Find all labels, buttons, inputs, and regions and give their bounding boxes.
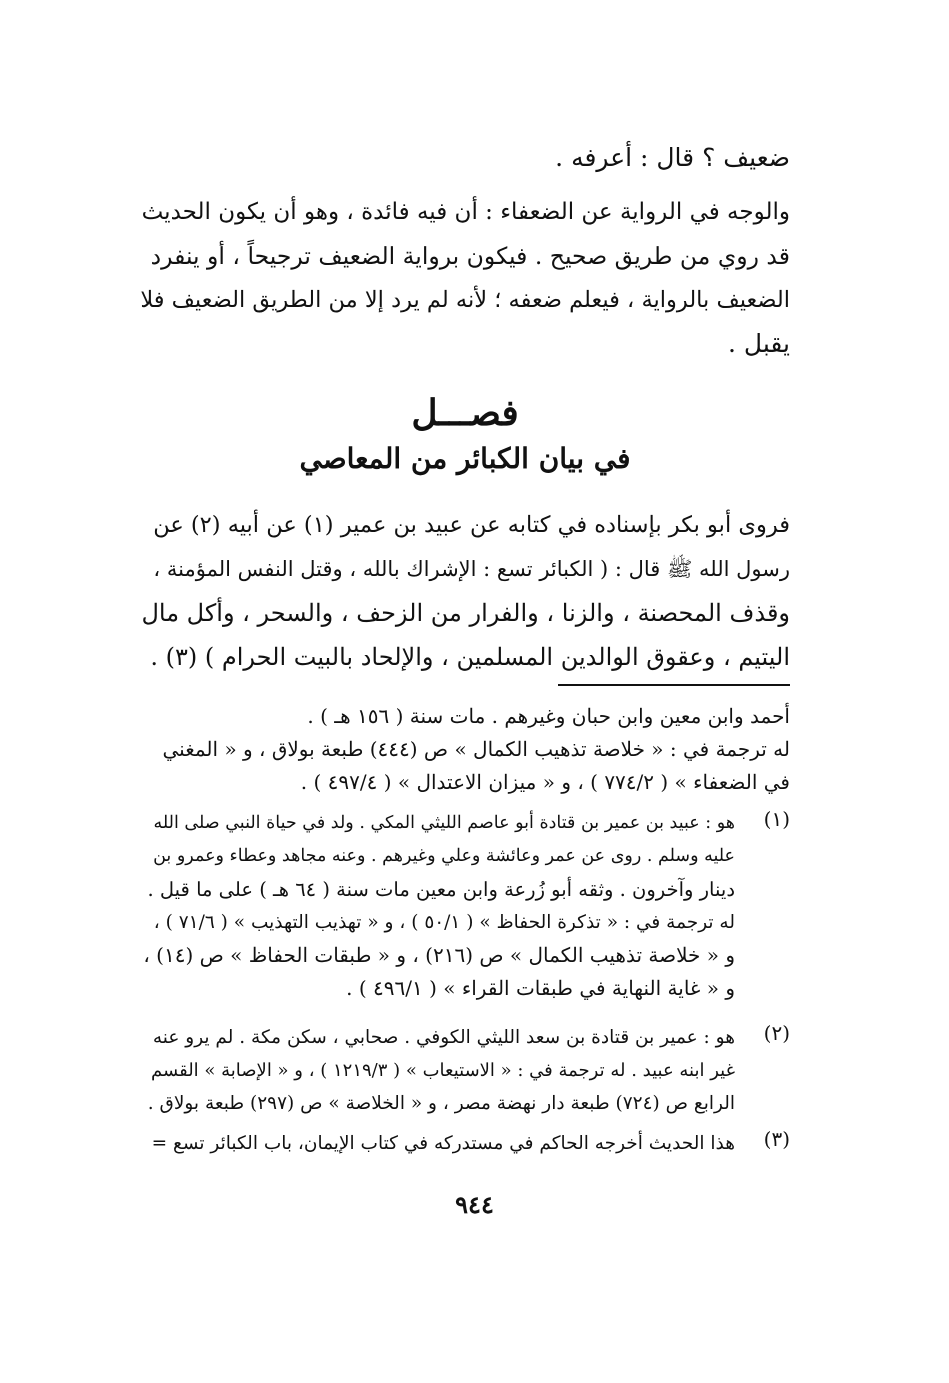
footnote-line: دينار وآخرون . وثقه أبو زُرعة وابن معين مات سنة ( ٦٤ هـ ) على ما قيل . xyxy=(147,878,735,901)
footnote-line: هو : عبيد بن عمير بن قتادة أبو عاصم الليثي المكي . ولد في حياة النبي صلى الله xyxy=(153,813,735,833)
section-subheading: في بيان الكبائر من المعاصي xyxy=(299,442,631,475)
footnote-line: عليه وسلم . روى عن عمر وعائشة وعلي وغيرهم . وعنه مجاهد وعطاء وعمرو بن xyxy=(153,846,735,866)
footnote-number: (٢) xyxy=(763,1021,790,1045)
footnote-line: له ترجمة في : « خلاصة تذهيب الكمال » ص (٤٤٤) طبعة بولاق ، و « المغني xyxy=(162,737,790,761)
text-line: قد روي من طريق صحيح . فيكون برواية الضعيف ترجيحاً ، أو ينفرد xyxy=(150,242,790,270)
text-line: وقذف المحصنة ، والزنا ، والفرار من الزحف ، والسحر ، وأكل مال xyxy=(141,599,790,627)
text-line: اليتيم ، وعقوق الوالدين المسلمين ، والإلحاد بالبيت الحرام ) (٣) . xyxy=(150,643,790,671)
footnote-body xyxy=(140,1127,735,1160)
footnote-line: غير ابنه عبيد . له ترجمة في : « الاستيعاب » ( ١٢١٩/٣ ) ، و « الإصابة » القسم xyxy=(151,1060,735,1081)
footnote-3 xyxy=(140,1127,790,1160)
page-number: ٩٤٤ xyxy=(455,1190,494,1219)
footnote-continuation xyxy=(140,700,790,799)
text-line: الضعيف بالرواية ، فيعلم ضعفه ؛ لأنه لم يرد إلا من الطريق الضعيف فلا xyxy=(140,287,790,313)
text-line: فروى أبو بكر بإسناده في كتابه عن عبيد بن عمير (١) عن أبيه (٢) عن xyxy=(153,512,790,538)
footnote-number: (١) xyxy=(763,807,790,831)
footnote-body xyxy=(140,807,735,1005)
text-line: رسول الله ﷺ قال : ( الكبائر تسع : الإشراك بالله ، وقتل النفس المؤمنة ، xyxy=(153,557,790,581)
text-line: يقبل . xyxy=(728,329,790,358)
footnote-2 xyxy=(140,1021,790,1120)
footnote-divider xyxy=(558,684,790,686)
text-line: والوجه في الرواية عن الضعفاء : أن فيه فائدة ، وهو أن يكون الحديث xyxy=(141,199,790,225)
footnote-line: و « غاية النهاية في طبقات القراء » ( ٤٩٦/١ ) . xyxy=(346,976,735,1000)
footnote-line: الرابع ص (٧٢٤) طبعة دار نهضة مصر ، و « الخلاصة » ص (٢٩٧) طبعة بولاق . xyxy=(147,1093,735,1114)
paragraph-1 xyxy=(140,136,790,180)
section-heading: فصـــل xyxy=(411,392,519,434)
text-line: ضعيف ؟ قال : أعرفه . xyxy=(555,143,790,172)
footnote-1 xyxy=(140,807,790,1005)
footnote-line: و « خلاصة تذهيب الكمال » ص (٢١٦) ، و « طبقات الحفاظ » ص (١٤) ، xyxy=(143,943,735,967)
paragraph-3 xyxy=(140,503,790,679)
footnote-line: له ترجمة في : « تذكرة الحفاظ » ( ٥٠/١ ) ، و « تهذيب التهذيب » ( ٧١/٦ ) ، xyxy=(153,912,735,933)
footnote-line: في الضعفاء » ( ٧٧٤/٢ ) ، و « ميزان الاعتدال » ( ٤٩٧/٤ ) . xyxy=(300,770,790,794)
paragraph-2 xyxy=(140,190,790,366)
footnote-line: هو : عمير بن قتادة بن سعد الليثي الكوفي . صحابي ، سكن مكة . لم يرو عنه xyxy=(152,1027,735,1048)
footnote-line: أحمد وابن معين وابن حبان وغيرهم . مات سنة ( ١٥٦ هـ ) . xyxy=(307,704,790,728)
footnote-number: (٣) xyxy=(763,1127,790,1151)
footnote-line: هذا الحديث أخرجه الحاكم في مستدركه في كتاب الإيمان، باب الكبائر تسع = xyxy=(151,1133,735,1154)
footnote-body xyxy=(140,1021,735,1120)
